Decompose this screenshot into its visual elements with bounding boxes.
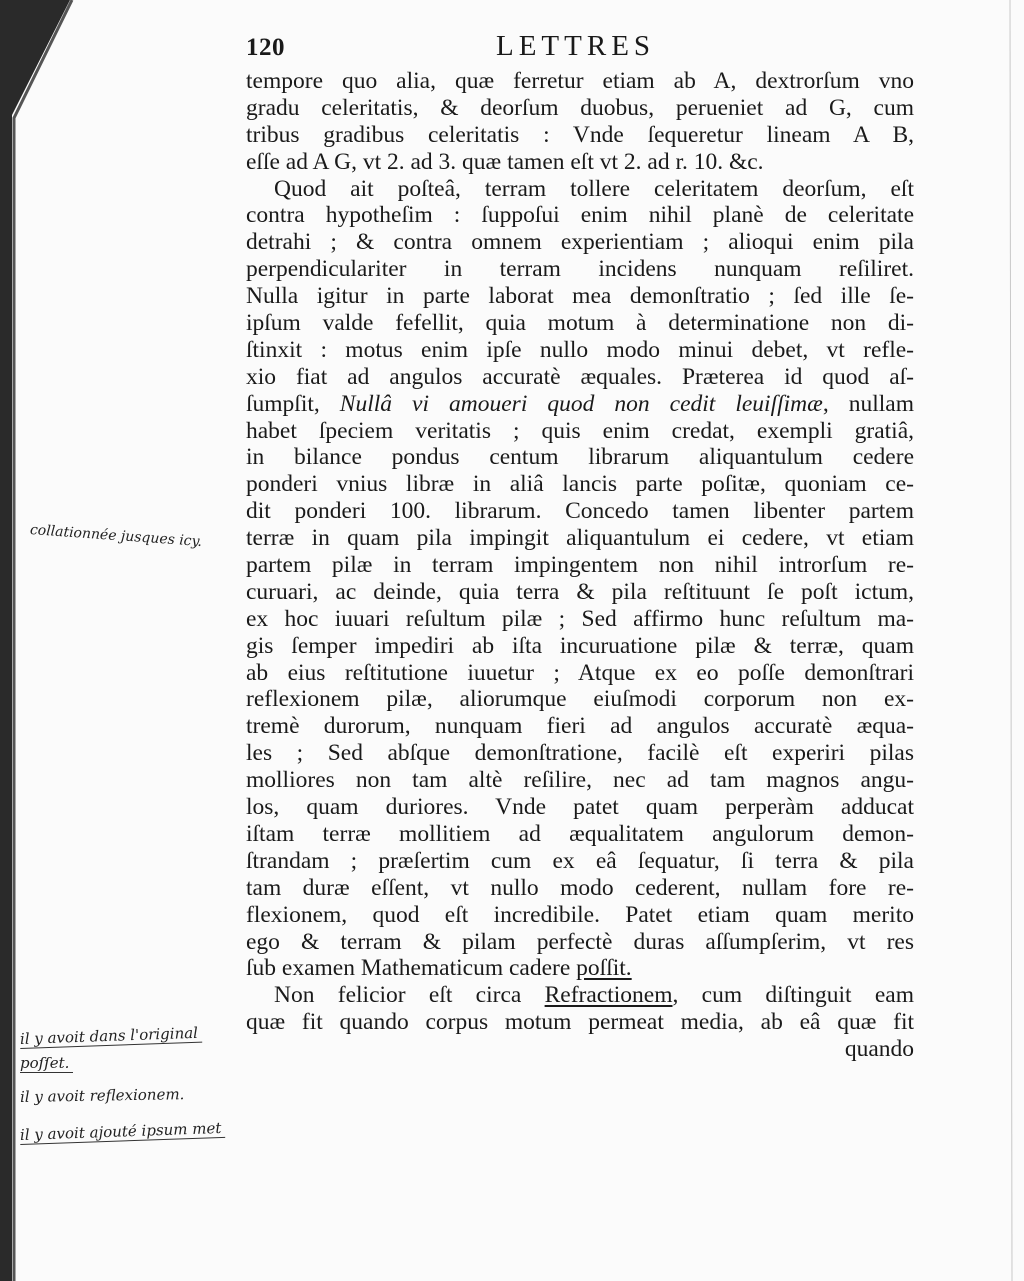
text-line: Quod ait poſteâ, terram tollere celeritatem deorſum, eſt (274, 175, 914, 202)
text-line: ex hoc iuuari reſultum pilæ ; Sed affirmo hunc reſultum ma- (246, 605, 914, 632)
page-number: 120 (246, 34, 285, 61)
text-fragment: , nullam (822, 390, 914, 417)
margin-note-text: il y avoit ajouté ipsum met (20, 1119, 226, 1145)
text-line: ab eius reſtitutione iuuetur ; Atque ex eo poſſe demonſtrari (246, 659, 914, 686)
text-line: les ; Sed abſque demonſtratione, facilè eſt experiri pilas (246, 740, 914, 767)
text-line-possit (246, 955, 914, 982)
text-line-refractionem (246, 982, 914, 1009)
italic-quotation: Nullâ vi amoueri quod non cedit leuiſſimæ (339, 390, 823, 417)
running-head (246, 28, 926, 68)
text-line: curuari, ac deinde, quia terra & pila reſtituunt ſe poſt ictum, (246, 578, 914, 605)
text-fragment: ſumpſit, (246, 390, 340, 417)
margin-note-text: collationnée jusques icy. (29, 522, 203, 551)
text-line: los, quam duriores. Vnde patet quam perperàm adducat (246, 794, 914, 821)
text-fragment: Non felicior eſt circa (274, 982, 522, 1009)
text-line: tam duræ eſſent, vt nullo modo cederent, nullam fore re- (246, 874, 914, 901)
text-line: tremè durorum, nunquam fieri ad angulos accuratè æqua- (246, 713, 914, 740)
text-line: perpendiculariter in terram incidens nunquam reſiliret. (246, 256, 914, 283)
text-line: ſtinxit : motus enim ipſe nullo modo minui debet, vt refle- (246, 336, 914, 363)
text-line: ponderi vnius libræ in aliâ lancis parte poſitæ, quoniam ce- (246, 471, 914, 498)
text-fragment: , cum diſtinguit eam (672, 982, 914, 1009)
text-line: tempore quo alia, quæ ferretur etiam ab A, dextrorſum vno (246, 68, 914, 94)
text-line: in bilance pondus centum librarum aliquantulum cedere (246, 444, 914, 471)
margin-note-text: il y avoit dans l'original (20, 1024, 203, 1049)
text-line: gis ſemper impediri ab iſta incuruatione pilæ & terræ, quam (246, 632, 914, 659)
catchword: quando (844, 1036, 914, 1063)
text-line: molliores non tam altè reſilire, nec ad tam magnos angu- (246, 767, 914, 794)
text-line: eſſe ad A G, vt 2. ad 3. quæ tamen eſt vt 2. ad r. 10. &c. (246, 148, 764, 175)
underlined-possit: poſſit. (576, 955, 632, 982)
running-title: LETTRES (496, 30, 656, 62)
margin-note-text: poſſet. (20, 1054, 73, 1073)
text-line: partem pilæ in terram impingentem non nihil introrſum re- (246, 552, 914, 579)
underlined-refractionem: Refractionem (544, 982, 673, 1009)
text-line: contra hypotheſim : ſuppoſui enim nihil planè de celeritate (246, 202, 914, 229)
text-line: xio fiat ad angulos accuratè æquales. Præterea id quod aſ- (246, 363, 914, 390)
text-fragment: ſub examen Mathematicum cadere (246, 955, 571, 982)
text-line: quæ fit quando corpus motum permeat media, ab eâ quæ fit (246, 1009, 914, 1036)
margin-note-reflexionem (20, 1085, 185, 1106)
text-line: flexionem, quod eſt incredibile. Patet etiam quam merito (246, 901, 914, 928)
text-line: ipſum valde fefellit, quia motum à determinatione non di- (246, 310, 914, 337)
text-line: gradu celeritatis, & deorſum duobus, perueniet ad G, cum (246, 94, 914, 121)
text-line: tribus gradibus celeritatis : Vnde ſequeretur lineam A B, (246, 121, 914, 148)
text-line: ſtrandam ; præſertim cum ex eâ ſequatur, ſi terra & pila (246, 847, 914, 874)
text-line: habet ſpeciem veritatis ; quis enim credat, exempli gratiâ, (246, 417, 914, 444)
text-line: dit ponderi 100. librarum. Concedo tamen libenter partem (246, 498, 914, 525)
latin-letter-text (246, 68, 914, 1063)
text-line: detrahi ; & contra omnem experientiam ; alioqui enim pila (246, 229, 914, 256)
margin-note-posset (20, 1054, 73, 1073)
text-line: Nulla igitur in parte laborat mea demonſtratio ; ſed ille ſe- (246, 283, 914, 310)
text-line: ego & terram & pilam perfectè duras aſſumpſerim, vt res (246, 928, 914, 955)
text-line-italic (246, 391, 914, 418)
text-line: iſtam terræ mollitiem ad æqualitatem angulorum demon- (246, 820, 914, 847)
text-line: reflexionem pilæ, aliorumque eiuſmodi corporum non ex- (246, 686, 914, 713)
text-line: terræ in quam pila impingit aliquantulum ei cedere, vt etiam (246, 525, 914, 552)
margin-note-text: il y avoit reflexionem. (19, 1085, 185, 1106)
